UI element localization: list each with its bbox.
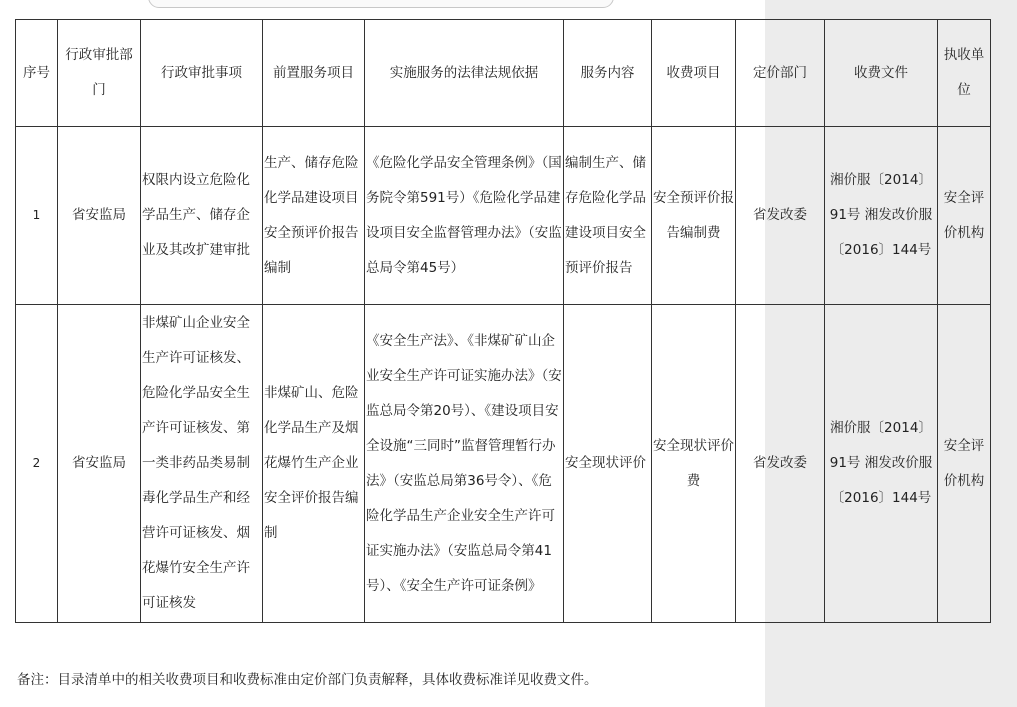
table-row bbox=[16, 127, 991, 305]
cell-fee-item: 安全预评价报告编制费 bbox=[652, 127, 736, 305]
header-content: 服务内容 bbox=[564, 20, 652, 127]
cell-collector: 安全评价机构 bbox=[938, 127, 991, 305]
fee-table bbox=[15, 19, 991, 623]
header-item: 行政审批事项 bbox=[141, 20, 263, 127]
header-row bbox=[16, 20, 991, 127]
header-legal-basis: 实施服务的法律法规依据 bbox=[365, 20, 564, 127]
cell-item: 权限内设立危险化学品生产、储存企业及其改扩建审批 bbox=[141, 127, 263, 305]
header-pre-service: 前置服务项目 bbox=[263, 20, 365, 127]
cell-pre-service: 生产、储存危险化学品建设项目安全预评价报告编制 bbox=[263, 127, 365, 305]
header-fee-doc: 收费文件 bbox=[825, 20, 938, 127]
header-seq: 序号 bbox=[16, 20, 58, 127]
cell-pricing-dept: 省发改委 bbox=[736, 305, 825, 623]
cell-fee-item: 安全现状评价费 bbox=[652, 305, 736, 623]
cell-seq: 1 bbox=[16, 127, 58, 305]
cell-pre-service: 非煤矿山、危险化学品生产及烟花爆竹生产企业安全评价报告编制 bbox=[263, 305, 365, 623]
cell-content: 安全现状评价 bbox=[564, 305, 652, 623]
header-collector: 执收单位 bbox=[938, 20, 991, 127]
table-row bbox=[16, 305, 991, 623]
cell-fee-doc: 湘价服〔2014〕91号 湘发改价服〔2016〕144号 bbox=[825, 305, 938, 623]
footnote: 备注：目录清单中的相关收费项目和收费标准由定价部门负责解释，具体收费标准详见收费文件。 bbox=[17, 672, 598, 688]
cell-collector: 安全评价机构 bbox=[938, 305, 991, 623]
cell-legal-basis: 《安全生产法》、《非煤矿矿山企业安全生产许可证实施办法》（安监总局令第20号）、《建设项目安全设施“三同时”监督管理暂行办法》（安监总局第36号令）、《危险化学品生产企业安全生产许可证实施办法》（安监总局令第41号）、《安全生产许可证条例》 bbox=[365, 305, 564, 623]
header-pricing-dept: 定价部门 bbox=[736, 20, 825, 127]
cell-dept: 省安监局 bbox=[58, 127, 141, 305]
top-scrollbar[interactable] bbox=[148, 0, 614, 8]
cell-seq: 2 bbox=[16, 305, 58, 623]
cell-content: 编制生产、储存危险化学品建设项目安全预评价报告 bbox=[564, 127, 652, 305]
cell-item: 非煤矿山企业安全生产许可证核发、危险化学品安全生产许可证核发、第一类非药品类易制毒化学品生产和经营许可证核发、烟花爆竹安全生产许可证核发 bbox=[141, 305, 263, 623]
header-dept: 行政审批部门 bbox=[58, 20, 141, 127]
cell-pricing-dept: 省发改委 bbox=[736, 127, 825, 305]
cell-legal-basis: 《危险化学品安全管理条例》（国务院令第591号）《危险化学品建设项目安全监督管理办法》（安监总局令第45号） bbox=[365, 127, 564, 305]
cell-dept: 省安监局 bbox=[58, 305, 141, 623]
header-fee-item: 收费项目 bbox=[652, 20, 736, 127]
cell-fee-doc: 湘价服〔2014〕91号 湘发改价服〔2016〕144号 bbox=[825, 127, 938, 305]
